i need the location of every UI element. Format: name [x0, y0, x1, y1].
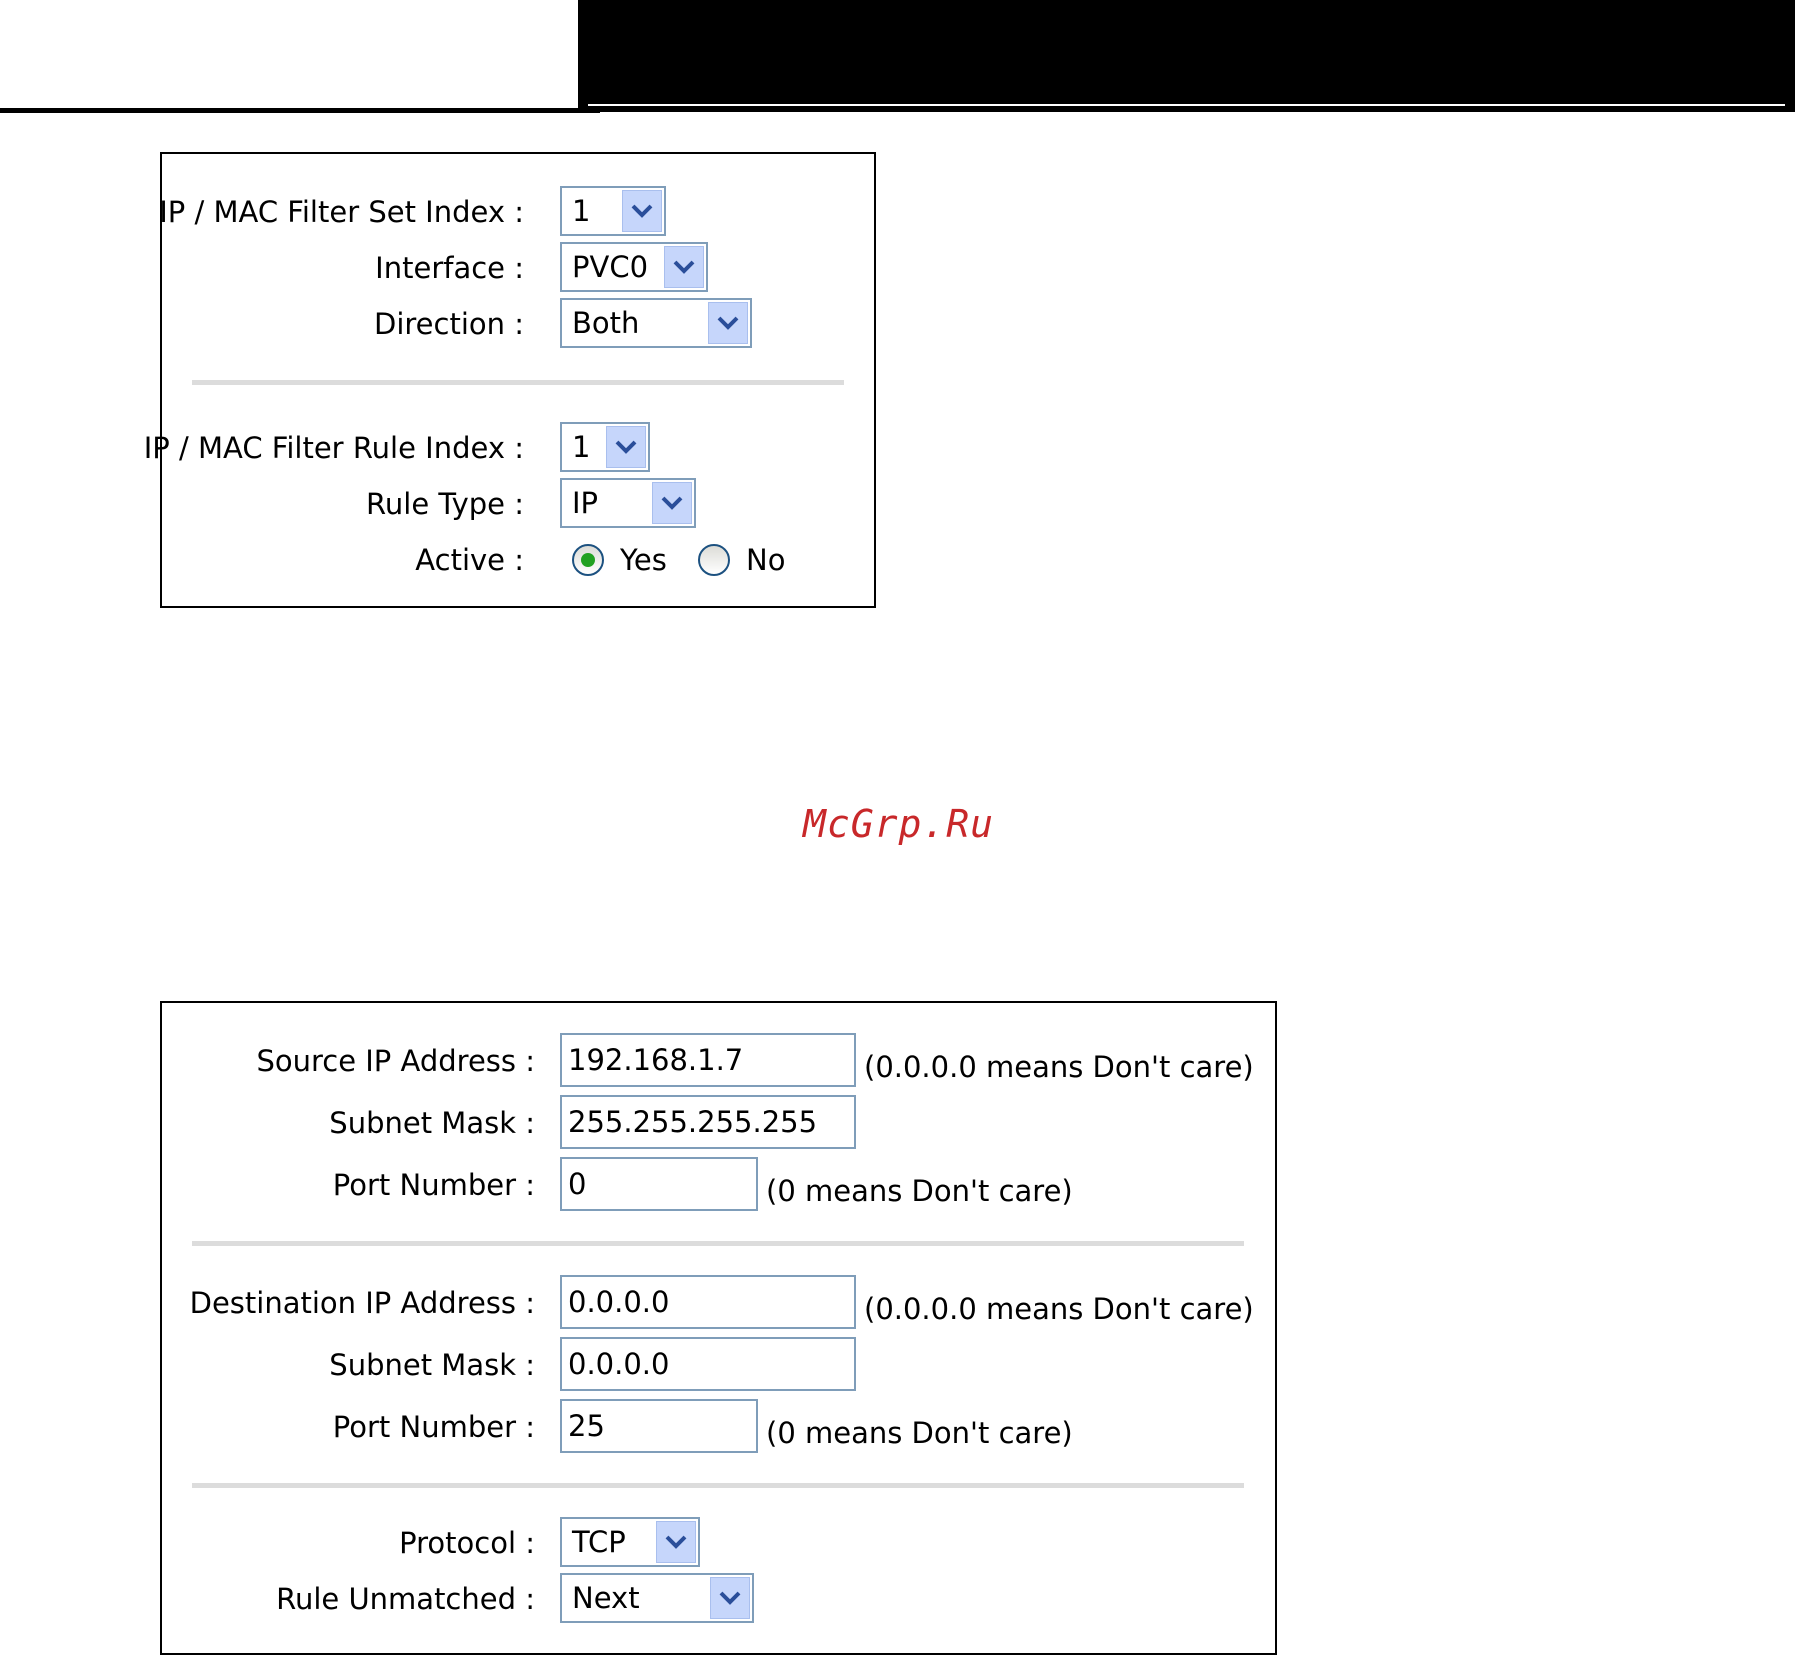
- dst-mask-input[interactable]: 0.0.0.0: [560, 1337, 856, 1391]
- chevron-down-icon: [710, 1577, 750, 1619]
- dst-ip-label: Destination IP Address :: [189, 1286, 535, 1320]
- rule-type-label: Rule Type :: [366, 487, 524, 521]
- unmatched-select[interactable]: [560, 1573, 754, 1623]
- protocol-select[interactable]: [560, 1517, 700, 1567]
- dst-ip-row: [162, 1275, 1275, 1331]
- rule-detail-panel: [160, 1001, 1277, 1655]
- radio-dot-icon: [581, 553, 595, 567]
- src-port-row: [162, 1157, 1275, 1213]
- interface-label: Interface :: [375, 251, 524, 285]
- direction-row: [162, 296, 874, 352]
- chevron-down-icon: [664, 246, 704, 288]
- rule-type-select[interactable]: [560, 478, 696, 528]
- src-ip-input[interactable]: 192.168.1.7: [560, 1033, 856, 1087]
- protocol-value: TCP: [572, 1525, 626, 1559]
- watermark-text: McGrp.Ru: [803, 802, 995, 846]
- protocol-row: [162, 1515, 1275, 1571]
- set-index-select[interactable]: [560, 186, 666, 236]
- chevron-down-icon: [656, 1521, 696, 1563]
- active-label: Active :: [415, 543, 524, 577]
- chevron-down-icon: [652, 482, 692, 524]
- active-no-label: No: [746, 543, 786, 577]
- interface-value: PVC0: [572, 250, 649, 284]
- interface-row: [162, 240, 874, 296]
- rule-index-select[interactable]: [560, 422, 650, 472]
- dst-mask-label: Subnet Mask :: [329, 1348, 535, 1382]
- header-inner-line: [588, 104, 1785, 106]
- rule-type-row: [162, 476, 874, 532]
- unmatched-label: Rule Unmatched :: [276, 1582, 535, 1616]
- header-black-bar: [578, 0, 1795, 112]
- chevron-down-icon: [622, 190, 662, 232]
- src-ip-label: Source IP Address :: [256, 1044, 535, 1078]
- filter-set-panel: [143, 152, 876, 608]
- unmatched-value: Next: [572, 1581, 640, 1615]
- radio-unselected-icon: [698, 544, 730, 576]
- set-index-value: 1: [572, 194, 591, 228]
- section-divider: [192, 1241, 1244, 1246]
- rule-type-value: IP: [572, 486, 599, 520]
- direction-value: Both: [572, 306, 640, 340]
- active-no-radio[interactable]: [698, 532, 785, 588]
- rule-index-label: IP / MAC Filter Rule Index :: [143, 431, 524, 465]
- dst-ip-input[interactable]: 0.0.0.0: [560, 1275, 856, 1329]
- unmatched-row: [162, 1571, 1275, 1627]
- dst-port-row: [162, 1399, 1275, 1455]
- src-ip-hint: (0.0.0.0 means Don't care): [864, 1050, 1254, 1084]
- src-mask-input[interactable]: 255.255.255.255: [560, 1095, 856, 1149]
- active-yes-label: Yes: [620, 543, 667, 577]
- interface-select[interactable]: [560, 242, 708, 292]
- dst-ip-hint: (0.0.0.0 means Don't care): [864, 1292, 1254, 1326]
- src-port-input[interactable]: 0: [560, 1157, 758, 1211]
- dst-port-hint: (0 means Don't care): [766, 1416, 1073, 1450]
- direction-label: Direction :: [374, 307, 524, 341]
- active-row: [162, 532, 874, 588]
- chevron-down-icon: [708, 302, 748, 344]
- rule-index-value: 1: [572, 430, 591, 464]
- dst-mask-row: [162, 1337, 1275, 1393]
- section-divider: [192, 380, 844, 385]
- src-port-label: Port Number :: [332, 1168, 535, 1202]
- dst-port-label: Port Number :: [332, 1410, 535, 1444]
- chevron-down-icon: [606, 426, 646, 468]
- rule-index-row: [143, 420, 874, 476]
- protocol-label: Protocol :: [399, 1526, 535, 1560]
- section-divider: [192, 1483, 1244, 1488]
- dst-port-input[interactable]: 25: [560, 1399, 758, 1453]
- header-rule-line: [0, 108, 600, 113]
- direction-select[interactable]: [560, 298, 752, 348]
- set-index-row: [159, 184, 874, 240]
- src-mask-row: [162, 1095, 1275, 1151]
- src-ip-row: [162, 1033, 1275, 1089]
- src-mask-label: Subnet Mask :: [329, 1106, 535, 1140]
- radio-selected-icon: [572, 544, 604, 576]
- src-port-hint: (0 means Don't care): [766, 1174, 1073, 1208]
- set-index-label: IP / MAC Filter Set Index :: [159, 195, 524, 229]
- active-yes-radio[interactable]: [572, 532, 667, 588]
